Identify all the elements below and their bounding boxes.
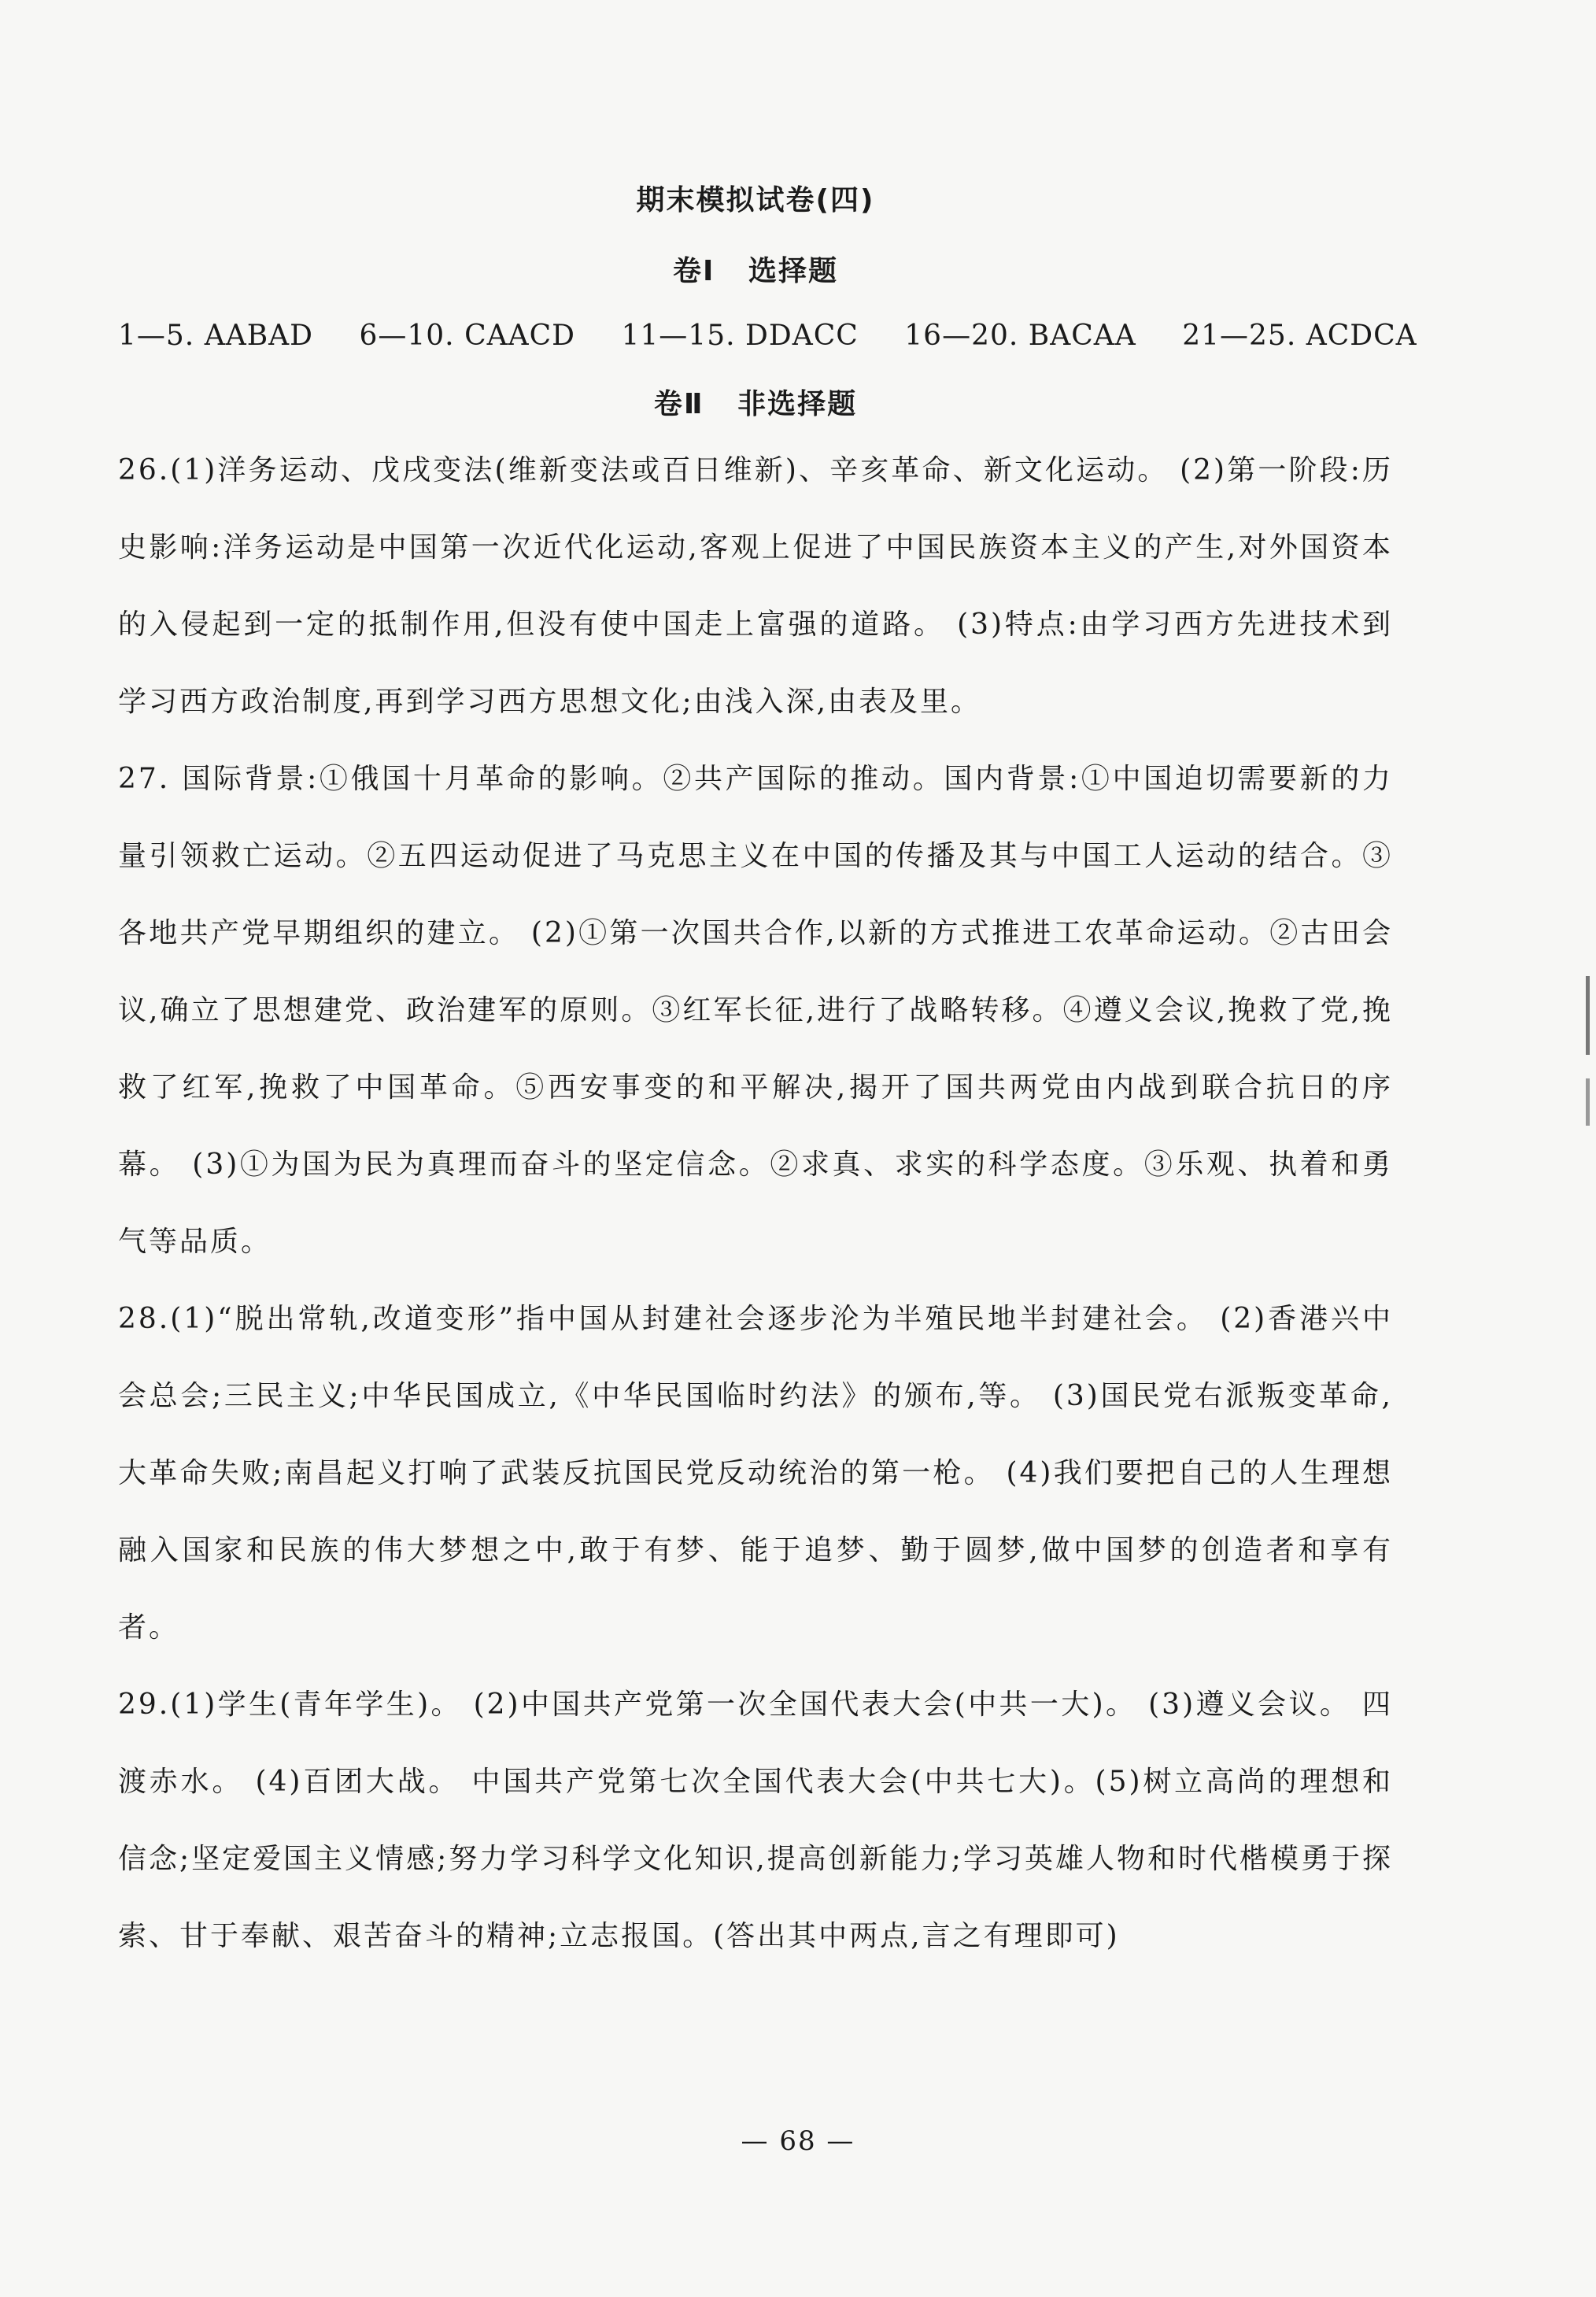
answer-sheet	[118, 169, 1417, 1975]
answer-group: 1—5. AABAD	[118, 320, 314, 352]
answer-group: 16—20. BACAA	[904, 320, 1136, 352]
section-heading-nonchoice: 卷Ⅱ 非选择题	[653, 388, 858, 420]
answer-group: 11—15. DDACC	[621, 320, 859, 352]
question-29-answer: 29.(1)学生(青年学生)。 (2)中国共产党第一次全国代表大会(中共一大)。 (3)遵义会议。 四渡赤水。 (4)百团大战。 中国共产党第七次全国代表大会(中共七大)。(5)树立高尚的理想和信念;坚定爱国主义情感;努力学习科学文化知识,提高创新能力;学习英雄人物和时代楷模勇于探索、甘于奉献、艰苦奋斗的精神;立志报国。(答出其中两点,言之有理即可)	[118, 1689, 1393, 1952]
question-28-answer: 28.(1)“脱出常轨,改道变形”指中国从封建社会逐步沦为半殖民地半封建社会。 (2)香港兴中会总会;三民主义;中华民国成立,《中华民国临时约法》的颁布,等。 (3)国民党右派叛变革命,大革命失败;南昌起义打响了武装反抗国民党反动统治的第一枪。 (4)我们要把自己的人生理想融入国家和民族的伟大梦想之中,敢于有梦、能于追梦、勤于圆梦,做中国梦的创造者和享有者。	[118, 1303, 1393, 1644]
question-27-answer: 27. 国际背景:①俄国十月革命的影响。②共产国际的推动。国内背景:①中国迫切需要新的力量引领救亡运动。②五四运动促进了马克思主义在中国的传播及其与中国工人运动的结合。③各地共产党早期组织的建立。 (2)①第一次国共合作,以新的方式推进工农革命运动。②古田会议,确立了思想建党、政治建军的原则。③红军长征,进行了战略转移。④遵义会议,挽救了党,挽救了红军,挽救了中国革命。⑤西安事变的和平解决,揭开了国共两党由内战到联合抗日的序幕。 (3)①为国为民为真理而奋斗的坚定信念。②求真、求实的科学态度。③乐观、执着和勇气等品质。	[118, 763, 1393, 1258]
choice-answers	[118, 313, 1417, 360]
page-number: — 68 —	[741, 2125, 855, 2157]
answer-group: 21—25. ACDCA	[1182, 320, 1417, 352]
scan-edge-mark	[1586, 976, 1590, 1055]
scan-edge-mark	[1586, 1078, 1590, 1126]
page-title: 期末模拟试卷(四)	[636, 184, 875, 216]
section-heading-choice: 卷Ⅰ 选择题	[673, 255, 838, 287]
answer-group: 6—10. CAACD	[359, 320, 576, 352]
question-26-answer: 26.(1)洋务运动、戊戌变法(维新变法或百日维新)、辛亥革命、新文化运动。 (2)第一阶段:历史影响:洋务运动是中国第一次近代化运动,客观上促进了中国民族资本主义的产生,对外国资本的入侵起到一定的抵制作用,但没有使中国走上富强的道路。 (3)特点:由学习西方先进技术到学习西方政治制度,再到学习西方思想文化;由浅入深,由表及里。	[118, 454, 1393, 718]
